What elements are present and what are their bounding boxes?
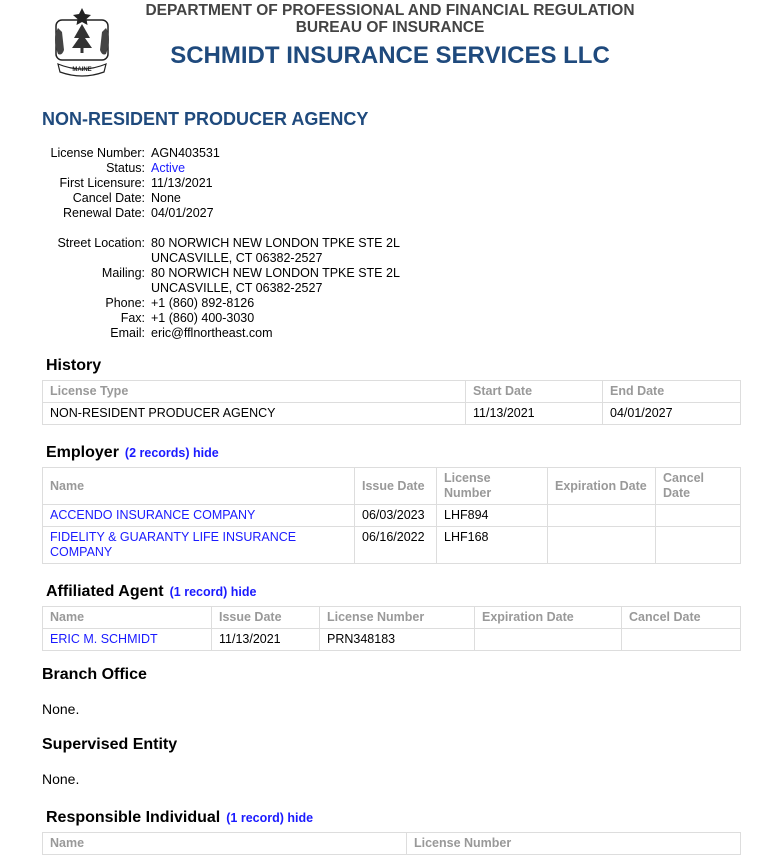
fax-label: Fax: (120, 311, 145, 325)
cancel-date-value: None (151, 191, 181, 205)
affiliated-agent-name-link[interactable]: ERIC M. SCHMIDT (50, 632, 158, 646)
responsible-individual-hide-toggle[interactable]: (1 record) hide (226, 811, 314, 825)
employer-issue-date: 06/03/2023 (355, 505, 437, 527)
street-location-line2: UNCASVILLE, CT 06382-2527 (151, 251, 323, 265)
phone-value: +1 (860) 892-8126 (151, 296, 255, 310)
affiliated-agent-heading (46, 583, 256, 601)
affiliated-agent-hide-toggle[interactable]: (1 record) hide (169, 585, 257, 599)
employer-issue-date: 06/16/2022 (355, 527, 437, 564)
license-number-label: License Number: (50, 146, 145, 160)
status-value: Active (151, 161, 186, 175)
agency-type-heading: NON-RESIDENT PRODUCER AGENCY (42, 109, 369, 129)
phone-label: Phone: (105, 296, 145, 310)
street-location-line1: 80 NORWICH NEW LONDON TPKE STE 2L (151, 236, 400, 250)
seal-text: MAINE (72, 67, 92, 73)
table-row (43, 629, 741, 651)
branch-office-value: None. (42, 701, 80, 717)
first-licensure-value: 11/13/2021 (151, 176, 213, 190)
affiliated-col-name: Name (43, 607, 212, 629)
table-row (43, 403, 741, 425)
street-location-label: Street Location: (57, 236, 145, 250)
employer-table (42, 467, 741, 564)
responsible-individual-heading (46, 809, 313, 827)
email-value: eric@fflnortheast.com (151, 326, 273, 340)
employer-license-number: LHF894 (437, 505, 548, 527)
responsible-col-license-number: License Number (407, 833, 741, 855)
history-col-end-date: End Date (603, 381, 741, 403)
supervised-entity-heading: Supervised Entity (42, 736, 178, 753)
license-number-value: AGN403531 (151, 146, 220, 160)
employer-cancel-date (656, 505, 741, 527)
department-name: DEPARTMENT OF PROFESSIONAL AND FINANCIAL REGULATION (145, 2, 635, 19)
affiliated-col-issue-date: Issue Date (212, 607, 320, 629)
cancel-date-label: Cancel Date: (72, 191, 145, 205)
employer-title: Employer (46, 444, 119, 461)
mailing-line1: 80 NORWICH NEW LONDON TPKE STE 2L (151, 266, 400, 280)
responsible-individual-title: Responsible Individual (46, 809, 221, 826)
history-title: History (46, 357, 102, 374)
employer-col-expiration-date: Expiration Date (548, 468, 656, 505)
affiliated-col-license-number: License Number (320, 607, 475, 629)
history-end-date: 04/01/2027 (603, 403, 741, 425)
employer-col-license-number: License Number (437, 468, 548, 505)
history-license-type: NON-RESIDENT PRODUCER AGENCY (43, 403, 466, 425)
affiliated-col-cancel-date: Cancel Date (622, 607, 741, 629)
supervised-entity-value: None. (42, 771, 80, 787)
affiliated-issue-date: 11/13/2021 (212, 629, 320, 651)
employer-expiration-date (548, 505, 656, 527)
history-col-license-type: License Type (43, 381, 466, 403)
affiliated-col-expiration-date: Expiration Date (475, 607, 622, 629)
license-info (42, 146, 400, 341)
bureau-name: BUREAU OF INSURANCE (295, 19, 485, 36)
employer-col-name: Name (43, 468, 355, 505)
maine-state-seal (50, 6, 114, 80)
table-row (43, 505, 741, 527)
renewal-date-value: 04/01/2027 (151, 206, 214, 220)
employer-name-link[interactable]: ACCENDO INSURANCE COMPANY (50, 508, 256, 522)
history-heading (46, 357, 101, 375)
affiliated-expiration-date (475, 629, 622, 651)
table-row (43, 527, 741, 564)
employer-name-link[interactable]: FIDELITY & GUARANTY LIFE INSURANCE COMPANY (50, 530, 297, 559)
affiliated-agent-table (42, 606, 741, 651)
history-col-start-date: Start Date (466, 381, 603, 403)
branch-office-heading: Branch Office (42, 666, 147, 683)
employer-expiration-date (548, 527, 656, 564)
history-table (42, 380, 741, 425)
employer-col-cancel-date: Cancel Date (656, 468, 741, 505)
affiliated-license-number: PRN348183 (320, 629, 475, 651)
responsible-col-name: Name (43, 833, 407, 855)
affiliated-cancel-date (622, 629, 741, 651)
mailing-label: Mailing: (101, 266, 145, 280)
affiliated-agent-title: Affiliated Agent (46, 583, 164, 600)
first-licensure-label: First Licensure: (59, 176, 145, 190)
mailing-line2: UNCASVILLE, CT 06382-2527 (151, 281, 323, 295)
department-heading (110, 2, 670, 36)
email-label: Email: (110, 326, 145, 340)
employer-license-number: LHF168 (437, 527, 548, 564)
status-label: Status: (106, 161, 145, 175)
employer-hide-toggle[interactable]: (2 records) hide (124, 446, 219, 460)
company-name: SCHMIDT INSURANCE SERVICES LLC (170, 42, 610, 69)
responsible-individual-table (42, 832, 741, 855)
employer-cancel-date (656, 527, 741, 564)
renewal-date-label: Renewal Date: (63, 206, 145, 220)
history-start-date: 11/13/2021 (466, 403, 603, 425)
employer-col-issue-date: Issue Date (355, 468, 437, 505)
employer-heading (46, 444, 219, 462)
fax-value: +1 (860) 400-3030 (151, 311, 255, 325)
